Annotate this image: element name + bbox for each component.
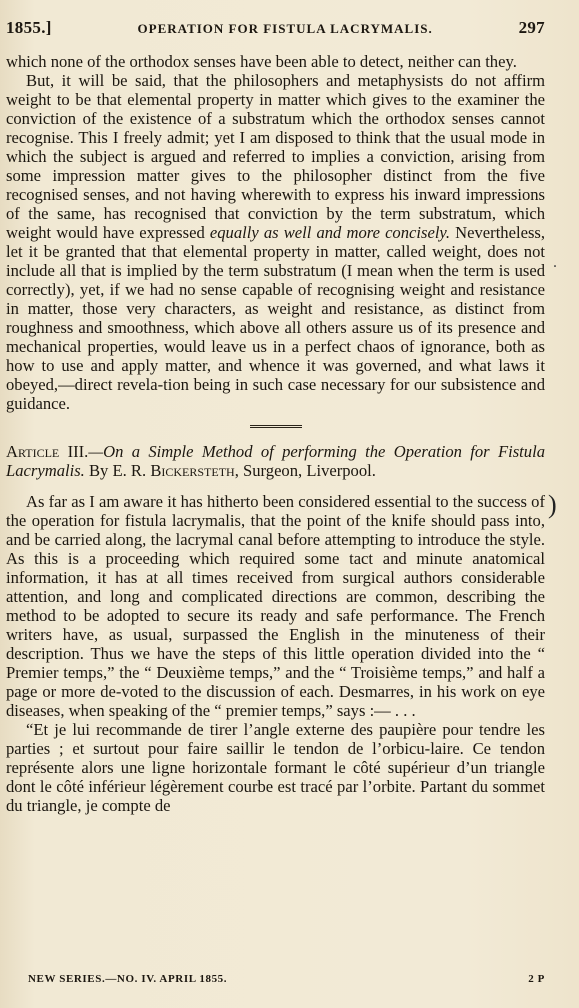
- article-title: —On a Simple Method of performing the Operation for Fistula Lacrymalis.: [6, 442, 545, 480]
- article-heading: [6, 442, 545, 480]
- paragraph-substratum-cont: Nevertheless, let it be granted that that elemental property in matter, called weight, does not include all that is implied by the term substratum (I mean when the term is used correctly), yet, if we had no sense capable of recognising weight and resistance in matter, those very characters, as weight and resistance, as distinct from roughness and smoothness, which above all others assure us of its presence and mechanical properties, would leave us in a perfect chaos of ignorance, both as how to use and apply matter, and whence it was governed, and what laws it obeyed,—direct revela-tion being in such case necessary for our subsistence and guidance.: [6, 223, 546, 413]
- article-paragraph-1: As far as I am aware it has hitherto been considered essential to the success of the operation for fistula lacrymalis, that the point of the knife should pass into, and be carried along, the lacrymal canal before attempting to introduce the style. As this is a proceeding which required some tact and minute anatomical information, it has at all times received from surgical authors considerable attention, and long and complicated directions are common, describing the method to be adopted to secure its ready and safe performance. The French writers have, as usual, surpassed the English in the minuteness of their description. Thus we have the steps of this little operation divided into the “ Premier temps,” the “ Deuxième temps,” and the “ Troisième temps,” and half a page or more de-voted to the discussion of each. Desmarres, in his work on eye diseases, when speaking of the “ premier temps,” says :— . . .: [6, 492, 545, 720]
- paragraph-continuation: which none of the orthodox senses have been able to detect, neither can they.: [6, 52, 517, 71]
- article-role: Surgeon, Liverpool.: [243, 461, 376, 480]
- paragraph-substratum-text: But, it will be said, that the philosophers and metaphysists do not affirm weight to be that elemental property in matter which gives to the examiner the conviction of the existence of a substratum which the orthodox senses cannot recognise. This I freely admit; yet I am disposed to think that the usual mode in which the subject is argued and referred to implies a conviction, arising from some impression matter gives to the philosopher distinct from the five recognised senses, and not having wherewith to express his inward impressions of the same, has recognised that conviction by the term substratum, which weight would have expressed: [6, 71, 545, 242]
- margin-dot-mark: .: [553, 254, 557, 271]
- emphasis-text: equally as well and more concisely.: [209, 223, 451, 242]
- margin-hook-mark: ): [548, 490, 557, 519]
- article-by: By E. R.: [88, 461, 147, 480]
- section-divider: [250, 425, 302, 428]
- article-label: Article III.: [6, 442, 89, 461]
- running-title: OPERATION FOR FISTULA LACRYMALIS.: [137, 21, 433, 36]
- running-header: [6, 18, 545, 38]
- article-paragraph-quote: “Et je lui recommande de tirer l’angle externe des paupière pour tendre les parties ; et surtout pour faire saillir le tendon de l’orbicu-laire. Ce tendon représente alors une ligne horizontale formant le côté supérieur d’un triangle dont le côté inférieur légèrement courbe est tracé par l’orbite. Partant du sommet du triangle, je compte de: [6, 720, 545, 815]
- page-footer: [28, 973, 545, 985]
- footer-signature: 2 P: [528, 973, 545, 985]
- footer-series: NEW SERIES.—NO. IV. APRIL 1855.: [28, 973, 228, 985]
- page-number: 297: [518, 18, 545, 37]
- header-year: 1855.]: [6, 18, 52, 37]
- article-author: Bickersteth,: [150, 461, 239, 480]
- paragraph-substratum: [6, 71, 545, 413]
